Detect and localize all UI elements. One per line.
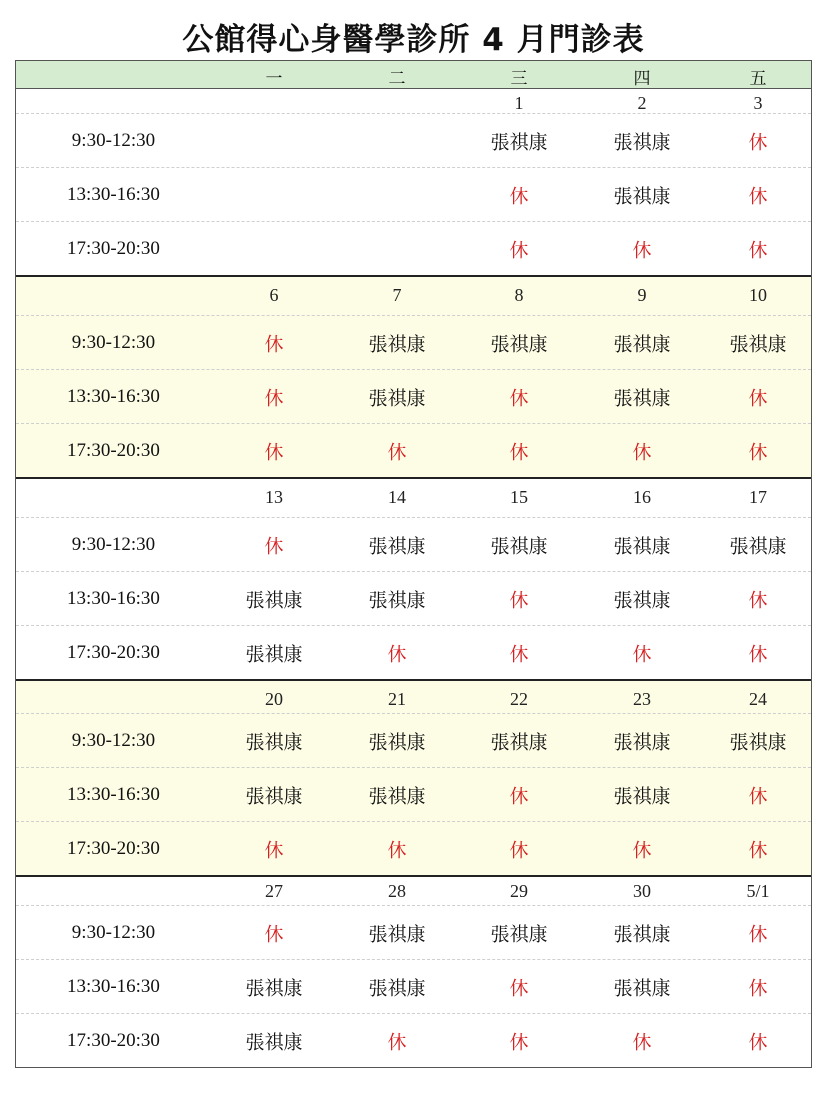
time-slot-row bbox=[16, 959, 811, 1013]
date-row bbox=[16, 277, 811, 315]
date-label: 21 bbox=[388, 689, 406, 709]
doctor-cell: 張祺康 bbox=[490, 535, 548, 557]
doctor-cell: 張祺康 bbox=[613, 589, 671, 611]
doctor-cell: 張祺康 bbox=[729, 333, 787, 355]
doctor-cell: 張祺康 bbox=[245, 643, 303, 665]
week-block bbox=[16, 479, 811, 681]
closed-cell: 休 bbox=[632, 1031, 652, 1053]
time-slot-row bbox=[16, 369, 811, 423]
doctor-cell: 張祺康 bbox=[490, 731, 548, 753]
closed-cell: 休 bbox=[748, 185, 768, 207]
closed-cell: 休 bbox=[748, 977, 768, 999]
time-slot-row bbox=[16, 905, 811, 959]
week-block bbox=[16, 277, 811, 479]
date-label: 7 bbox=[392, 285, 402, 305]
closed-cell: 休 bbox=[748, 131, 768, 153]
closed-cell: 休 bbox=[632, 239, 652, 261]
time-slot-row bbox=[16, 517, 811, 571]
doctor-cell: 張祺康 bbox=[368, 387, 426, 409]
date-row bbox=[16, 479, 811, 517]
doctor-cell: 張祺康 bbox=[490, 923, 548, 945]
time-label: 13:30-16:30 bbox=[67, 183, 160, 205]
date-label: 28 bbox=[388, 881, 406, 901]
closed-cell: 休 bbox=[264, 923, 284, 945]
closed-cell: 休 bbox=[748, 239, 768, 261]
page-title: 公館得心身醫學診所 4 月門診表 bbox=[182, 22, 645, 58]
doctor-cell: 張祺康 bbox=[613, 923, 671, 945]
date-row bbox=[16, 877, 811, 905]
time-slot-row bbox=[16, 167, 811, 221]
date-label: 27 bbox=[265, 881, 283, 901]
date-label: 10 bbox=[749, 285, 767, 305]
date-label: 23 bbox=[633, 689, 651, 709]
doctor-cell: 張祺康 bbox=[368, 589, 426, 611]
doctor-cell: 張祺康 bbox=[368, 785, 426, 807]
closed-cell: 休 bbox=[748, 785, 768, 807]
date-label: 9 bbox=[637, 285, 647, 305]
doctor-cell: 張祺康 bbox=[729, 535, 787, 557]
doctor-cell: 張祺康 bbox=[368, 977, 426, 999]
closed-cell: 休 bbox=[264, 333, 284, 355]
time-label: 13:30-16:30 bbox=[67, 385, 160, 407]
time-label: 9:30-12:30 bbox=[71, 533, 156, 555]
closed-cell: 休 bbox=[509, 977, 529, 999]
closed-cell: 休 bbox=[632, 441, 652, 463]
weekday-header: 三 bbox=[510, 69, 528, 89]
closed-cell: 休 bbox=[748, 923, 768, 945]
time-slot-row bbox=[16, 821, 811, 875]
closed-cell: 休 bbox=[748, 387, 768, 409]
doctor-cell: 張祺康 bbox=[613, 785, 671, 807]
date-label: 5/1 bbox=[746, 881, 770, 901]
doctor-cell: 張祺康 bbox=[368, 535, 426, 557]
date-label: 16 bbox=[633, 487, 651, 507]
time-slot-row bbox=[16, 221, 811, 275]
time-label: 9:30-12:30 bbox=[71, 129, 156, 151]
doctor-cell: 張祺康 bbox=[245, 589, 303, 611]
doctor-cell: 張祺康 bbox=[245, 785, 303, 807]
date-label: 17 bbox=[749, 487, 767, 507]
doctor-cell: 張祺康 bbox=[245, 731, 303, 753]
closed-cell: 休 bbox=[387, 839, 407, 861]
time-label: 13:30-16:30 bbox=[67, 587, 160, 609]
date-label: 29 bbox=[510, 881, 528, 901]
closed-cell: 休 bbox=[509, 1031, 529, 1053]
date-label: 13 bbox=[265, 487, 283, 507]
time-slot-row bbox=[16, 315, 811, 369]
closed-cell: 休 bbox=[264, 387, 284, 409]
doctor-cell: 張祺康 bbox=[613, 333, 671, 355]
time-label: 13:30-16:30 bbox=[67, 975, 160, 997]
closed-cell: 休 bbox=[509, 441, 529, 463]
date-label: 30 bbox=[633, 881, 651, 901]
date-label: 15 bbox=[510, 487, 528, 507]
time-label: 9:30-12:30 bbox=[71, 921, 156, 943]
closed-cell: 休 bbox=[387, 1031, 407, 1053]
time-slot-row bbox=[16, 571, 811, 625]
date-label: 2 bbox=[637, 93, 647, 113]
closed-cell: 休 bbox=[387, 643, 407, 665]
time-label: 9:30-12:30 bbox=[71, 729, 156, 751]
weekday-header: 一 bbox=[265, 69, 283, 89]
time-label: 17:30-20:30 bbox=[67, 237, 160, 259]
closed-cell: 休 bbox=[509, 839, 529, 861]
week-block bbox=[16, 681, 811, 877]
closed-cell: 休 bbox=[509, 589, 529, 611]
closed-cell: 休 bbox=[264, 535, 284, 557]
time-slot-row bbox=[16, 113, 811, 167]
time-label: 17:30-20:30 bbox=[67, 837, 160, 859]
time-label: 17:30-20:30 bbox=[67, 439, 160, 461]
closed-cell: 休 bbox=[264, 839, 284, 861]
time-slot-row bbox=[16, 1013, 811, 1067]
weekday-header: 二 bbox=[388, 69, 406, 89]
closed-cell: 休 bbox=[509, 387, 529, 409]
time-slot-row bbox=[16, 713, 811, 767]
date-label: 14 bbox=[388, 487, 406, 507]
closed-cell: 休 bbox=[509, 785, 529, 807]
time-label: 13:30-16:30 bbox=[67, 783, 160, 805]
closed-cell: 休 bbox=[748, 1031, 768, 1053]
doctor-cell: 張祺康 bbox=[490, 131, 548, 153]
weekday-header: 四 bbox=[633, 69, 651, 89]
doctor-cell: 張祺康 bbox=[613, 731, 671, 753]
doctor-cell: 張祺康 bbox=[613, 185, 671, 207]
doctor-cell: 張祺康 bbox=[729, 731, 787, 753]
time-label: 17:30-20:30 bbox=[67, 641, 160, 663]
date-label: 8 bbox=[514, 285, 524, 305]
closed-cell: 休 bbox=[264, 441, 284, 463]
time-slot-row bbox=[16, 767, 811, 821]
closed-cell: 休 bbox=[748, 839, 768, 861]
time-slot-row bbox=[16, 423, 811, 477]
date-row bbox=[16, 89, 811, 113]
weekday-header: 五 bbox=[749, 69, 767, 89]
date-label: 24 bbox=[749, 689, 767, 709]
doctor-cell: 張祺康 bbox=[490, 333, 548, 355]
time-slot-row bbox=[16, 625, 811, 679]
closed-cell: 休 bbox=[748, 643, 768, 665]
closed-cell: 休 bbox=[509, 643, 529, 665]
date-label: 1 bbox=[514, 93, 524, 113]
date-label: 22 bbox=[510, 689, 528, 709]
schedule-table bbox=[15, 60, 812, 1068]
closed-cell: 休 bbox=[632, 643, 652, 665]
closed-cell: 休 bbox=[748, 441, 768, 463]
doctor-cell: 張祺康 bbox=[613, 535, 671, 557]
date-label: 3 bbox=[753, 93, 763, 113]
doctor-cell: 張祺康 bbox=[245, 1031, 303, 1053]
date-label: 20 bbox=[265, 689, 283, 709]
closed-cell: 休 bbox=[509, 185, 529, 207]
week-block bbox=[16, 877, 811, 1067]
weekday-header-row bbox=[16, 61, 811, 89]
doctor-cell: 張祺康 bbox=[613, 387, 671, 409]
doctor-cell: 張祺康 bbox=[368, 923, 426, 945]
weeks-container bbox=[16, 89, 811, 1067]
doctor-cell: 張祺康 bbox=[368, 333, 426, 355]
week-block bbox=[16, 89, 811, 277]
doctor-cell: 張祺康 bbox=[613, 977, 671, 999]
time-label: 9:30-12:30 bbox=[71, 331, 156, 353]
time-label: 17:30-20:30 bbox=[67, 1029, 160, 1051]
date-row bbox=[16, 681, 811, 713]
doctor-cell: 張祺康 bbox=[613, 131, 671, 153]
doctor-cell: 張祺康 bbox=[245, 977, 303, 999]
closed-cell: 休 bbox=[387, 441, 407, 463]
date-label: 6 bbox=[269, 285, 279, 305]
closed-cell: 休 bbox=[748, 589, 768, 611]
closed-cell: 休 bbox=[509, 239, 529, 261]
doctor-cell: 張祺康 bbox=[368, 731, 426, 753]
closed-cell: 休 bbox=[632, 839, 652, 861]
